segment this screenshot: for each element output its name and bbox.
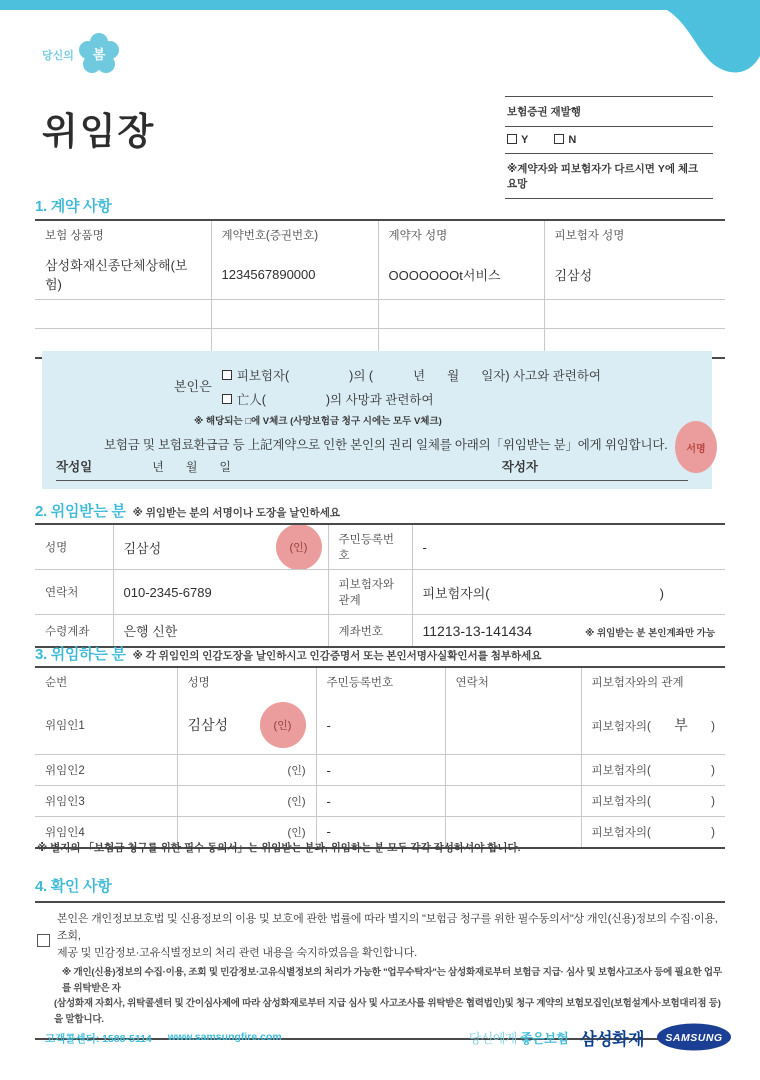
relation-prefix: 피보험자의( [591, 796, 651, 808]
delegator-relation-cell[interactable] [581, 786, 725, 817]
logo-flower-char: 봄 [92, 47, 106, 62]
reissue-title: 보험증권 재발행 [505, 96, 713, 126]
checkbox-insured[interactable] [222, 370, 232, 380]
logo-prefix-text: 당신의 [42, 50, 74, 62]
col-insured: 피보험자 성명 [544, 220, 725, 249]
table-row [35, 696, 725, 755]
date-writer-line [56, 457, 688, 481]
year-label: 년 [152, 460, 164, 474]
section1-title: 1. 계약 사항 [35, 198, 112, 215]
section1-heading [35, 195, 111, 216]
empty-cell[interactable] [544, 300, 725, 329]
delegator-relation-cell[interactable] [581, 696, 725, 755]
relation-suffix: ) [711, 796, 715, 808]
section3-note: ※ 각 위임인의 인감도장을 날인하시고 인감증명서 또는 본인서명사실확인서를 첨부하세요 [132, 650, 542, 662]
checkbox-n[interactable] [554, 134, 564, 144]
relation-prefix: 피보험자의( [422, 585, 490, 601]
checkbox-deceased[interactable] [222, 394, 232, 404]
col-name: 성명 [177, 667, 316, 696]
delegator-contact[interactable] [445, 696, 581, 755]
account-no-label: 계좌번호 [328, 615, 412, 648]
delegator-relation-cell[interactable] [581, 817, 725, 848]
col-contact: 연락처 [445, 667, 581, 696]
option1-suffix: 일자) 사고와 관련하여 [481, 369, 601, 383]
customer-center: 고객콜센터: 1588-5114 [45, 1033, 152, 1045]
delegation-statement: 보험금 및 보험료환급금 등 上記계약으로 인한 본인의 권리 일체를 아래의「위임받는 분」에게 위임합니다. [104, 438, 668, 452]
seal-mark[interactable]: (인) [287, 796, 306, 808]
consent-checkbox[interactable] [37, 934, 50, 947]
bom-logo [42, 32, 121, 78]
seal-mark[interactable]: (인) [287, 826, 306, 839]
relation-prefix: 피보험자의( [591, 721, 651, 733]
table-row [35, 570, 725, 615]
product-name: 삼성화재신종단체상해(보험) [45, 258, 188, 292]
account-label: 수령계좌 [35, 615, 113, 648]
declaration-option-deceased [222, 387, 601, 411]
delegator-table [35, 666, 725, 849]
policy-reissue-box [505, 96, 713, 199]
samsung-logo [656, 1022, 732, 1052]
trustee-note [35, 965, 725, 1028]
table-row [35, 786, 725, 817]
footer-contact [45, 1031, 282, 1046]
consent-text-line1: 본인은 개인정보보호법 및 신용정보의 이용 및 보호에 관한 법률에 따라 별지의 "보험금 청구를 위한 필수동의서"상 개인(신용)정보의 수집·이용,조회, [57, 913, 718, 943]
bank-name: 은행 신한 [113, 615, 328, 648]
delegator-jumin[interactable]: - [316, 755, 445, 786]
vcheck-note: ※ 해당되는 □에 V체크 (사망보험금 청구 시에는 모두 V체크) [194, 416, 442, 427]
attachment-note: ※ 별지의 「보험금 청구를 위한 필수 동의서」는 위임받는 분과, 위임하는 분 모두 각각 작성하셔야 합니다. [37, 842, 521, 854]
delegator-jumin[interactable]: - [316, 817, 445, 848]
delegate-name-cell [113, 524, 328, 570]
section2-heading [35, 500, 340, 521]
delegate-contact: 010-2345-6789 [113, 570, 328, 615]
table-row [35, 524, 725, 570]
insured-name: 김삼성 [544, 249, 725, 300]
delegator-name-cell[interactable] [177, 786, 316, 817]
relation-suffix: ) [711, 826, 715, 839]
col-contract-no: 계약번호(증권번호) [211, 220, 378, 249]
consent-text-line2: 제공 및 민감정보·고유식별정보의 처리 관련 내용을 숙지하였음을 확인합니다. [57, 947, 417, 960]
declaration-box [42, 351, 712, 489]
confirmation-box [35, 901, 725, 1040]
relation-suffix: ) [711, 765, 715, 777]
relation-suffix: ) [659, 585, 664, 601]
delegator-jumin[interactable]: - [316, 786, 445, 817]
col-seq: 순번 [45, 677, 68, 689]
reissue-note: ※계약자와 피보험자가 다르시면 Y에 체크 요망 [505, 153, 713, 199]
declaration-options [174, 363, 601, 411]
delegate-relation-cell[interactable] [412, 570, 725, 615]
delegator-relation-cell[interactable] [581, 755, 725, 786]
seal-mark[interactable]: (인) [287, 765, 306, 777]
table-row [35, 249, 725, 300]
delegate-jumin[interactable]: - [412, 524, 725, 570]
relation-label: 피보험자와 관계 [328, 570, 412, 615]
delegator-contact[interactable] [445, 755, 581, 786]
delegator-contact[interactable] [445, 786, 581, 817]
delegator-jumin[interactable]: - [316, 696, 445, 755]
empty-cell[interactable] [211, 300, 378, 329]
samsung-logo-text: SAMSUNG [665, 1032, 723, 1044]
delegator-seq: 위임인4 [35, 817, 177, 848]
option2-suffix: )의 사망과 관련하여 [325, 393, 434, 407]
reissue-options [505, 126, 713, 153]
relation-suffix: ) [711, 721, 715, 733]
section2-note: ※ 위임받는 분의 서명이나 도장을 날인하세요 [132, 507, 340, 519]
checkbox-y[interactable] [507, 134, 517, 144]
col-jumin: 주민등록번호 [316, 667, 445, 696]
seal-stamp[interactable]: (인) [276, 524, 322, 570]
delegator-seq: 위임인1 [45, 720, 85, 732]
corner-blob-shape [610, 0, 760, 78]
year-label: 년 [413, 369, 426, 383]
delegator-name-cell [177, 696, 316, 755]
contact-label: 연락처 [35, 570, 113, 615]
jumin-label: 주민등록번호 [328, 524, 412, 570]
declaration-subject: 본인은 [174, 379, 212, 394]
section2-title: 2. 위임받는 분 [35, 503, 126, 520]
table-row [35, 755, 725, 786]
website-link[interactable]: www.samsungfire.com [167, 1031, 282, 1043]
delegator-seq: 위임인3 [35, 786, 177, 817]
section4-heading [35, 875, 111, 896]
delegator-seq: 위임인2 [35, 755, 177, 786]
delegator-header-row [35, 667, 725, 696]
col-product: 보험 상품명 [45, 230, 104, 242]
account-note: ※ 위임받는 분 본인계좌만 가능 [585, 627, 715, 639]
relation-prefix: 피보험자의( [591, 765, 651, 777]
account-number: 11213-13-141434 [422, 622, 533, 639]
delegate-table [35, 523, 725, 648]
brand-slogan: 당신에게 좋은보험 [468, 1030, 569, 1046]
empty-cell[interactable] [35, 300, 211, 329]
relation-prefix: 피보험자의( [591, 826, 651, 839]
contract-table [35, 219, 725, 359]
empty-cell[interactable] [378, 300, 544, 329]
reissue-option-n[interactable]: N [554, 134, 576, 146]
reissue-option-y[interactable]: Y [507, 134, 528, 146]
name-label: 성명 [45, 542, 68, 554]
declaration-option-insured [222, 363, 601, 387]
contract-number: 1234567890000 [211, 249, 378, 300]
col-relation: 피보험자와의 관계 [581, 667, 725, 696]
section3-heading [35, 643, 541, 664]
option1-mid: )의 ( [349, 369, 374, 383]
month-label: 월 [185, 460, 198, 474]
section4-title: 4. 확인 사항 [35, 878, 112, 895]
month-label: 월 [447, 369, 460, 383]
delegator-name-cell[interactable] [177, 755, 316, 786]
seal-stamp[interactable]: (인) [260, 702, 306, 748]
table-row [35, 300, 725, 329]
flower-icon [77, 32, 121, 78]
option1-prefix: 피보험자( [236, 369, 290, 383]
option2-prefix: 亡人( [236, 393, 266, 407]
contractor-name: OOOOOOOt서비스 [378, 249, 544, 300]
signature-stamp[interactable]: 서명 [675, 421, 717, 473]
day-label: 일 [219, 460, 232, 474]
consent-block [35, 911, 725, 962]
footer-brand [469, 1022, 732, 1052]
trustee-note-line2: (삼성화재 자회사, 위탁콜센터 및 간이심사제에 따라 삼성화재로부터 지급 심사 및 사고조사를 위탁받은 협력법인)및 청구 계약의 보험모집인(보험설계사·보험대리점 등)을 말합니다. [54, 998, 721, 1026]
samsung-fire-wordmark: 삼성화재 [580, 1029, 644, 1049]
writer-label: 작성자 [501, 460, 538, 474]
date-label: 작성일 [56, 460, 93, 474]
section3-title: 3. 위임하는 분 [35, 646, 126, 663]
relation-value[interactable]: 부 [674, 717, 688, 733]
delegator-name: 김삼성 [187, 717, 229, 733]
delegate-name: 김삼성 [123, 540, 162, 556]
contract-header-row [35, 220, 725, 249]
col-contractor: 계약자 성명 [378, 220, 544, 249]
page-title: 위임장 [42, 111, 156, 152]
trustee-note-line1: ※ 개인(신용)정보의 수집·이용, 조회 및 민감정보·고유식별정보의 처리가 가능한 "업무수탁자"는 삼성화재로부터 보험금 지급· 심사 및 보험사고조사 등에 필요한 업무를 위탁받은 자 [62, 967, 722, 994]
